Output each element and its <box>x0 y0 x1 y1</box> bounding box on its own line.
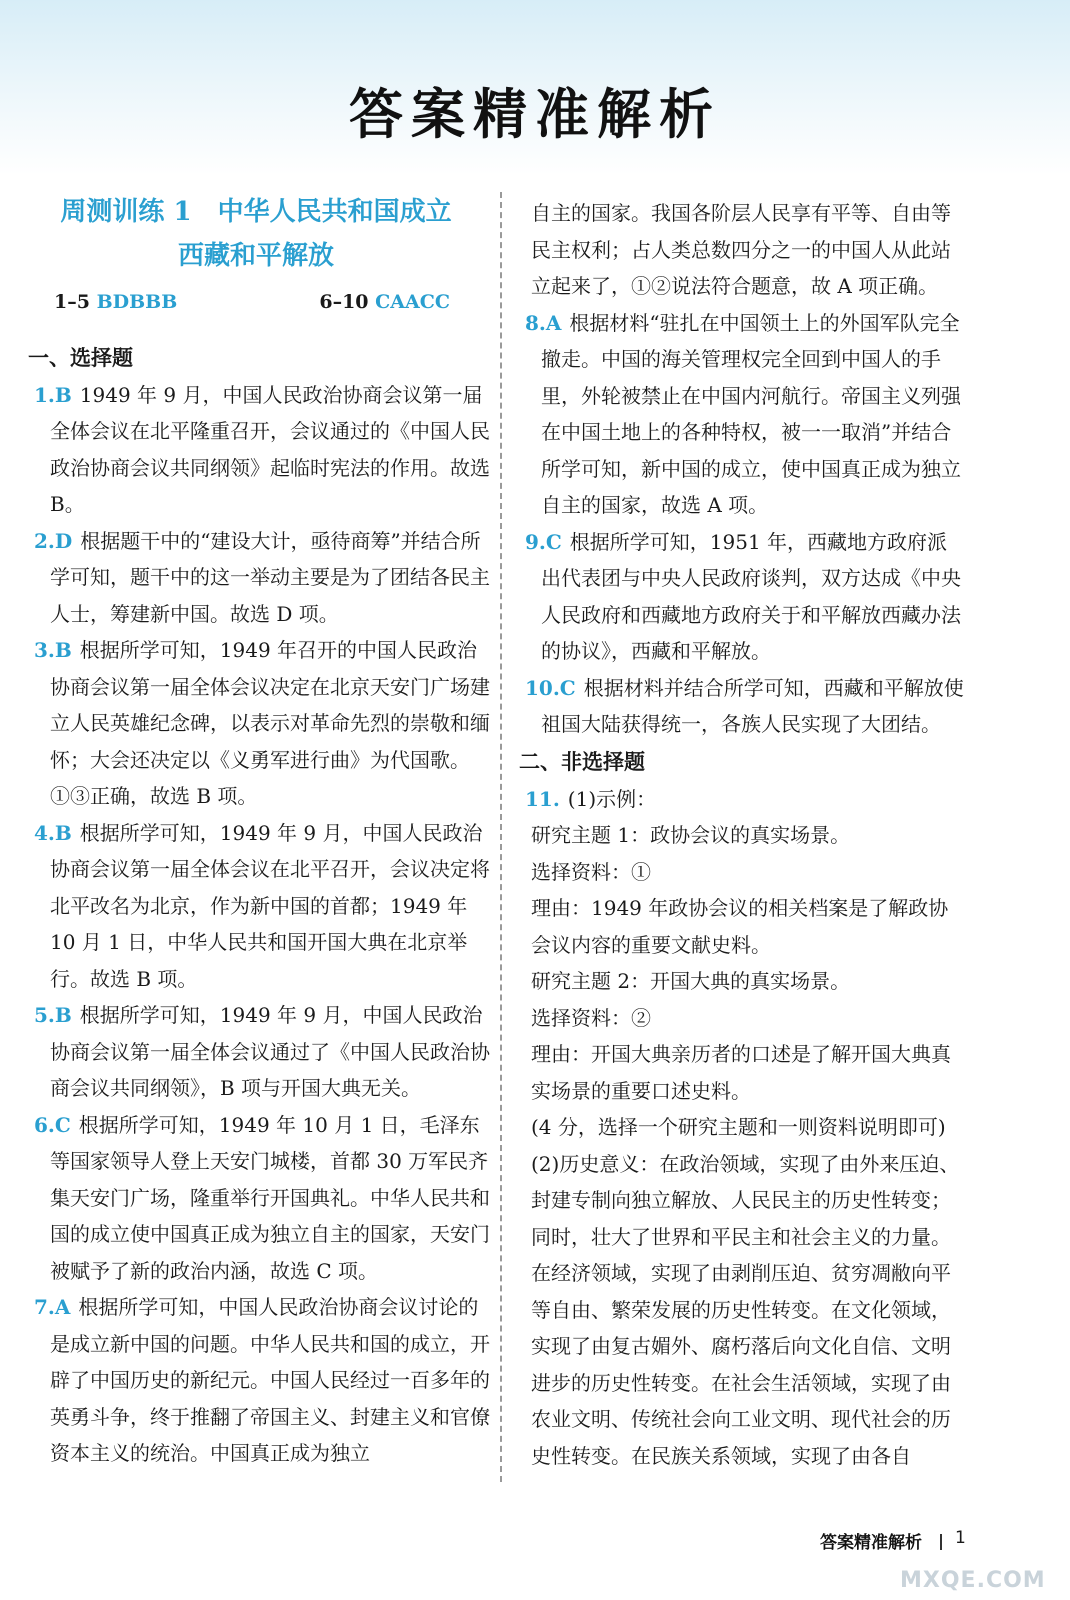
item-number: 10.C <box>525 675 576 700</box>
answer-item-5 <box>22 997 490 1107</box>
q11-intro <box>513 781 965 818</box>
item-number: 6.C <box>34 1112 71 1137</box>
item-number: 5.B <box>34 1003 72 1027</box>
q11-select2: 选择资料：② <box>531 1005 651 1030</box>
left-column <box>22 190 490 1472</box>
answer-item-10 <box>513 670 965 743</box>
answer-item-8 <box>513 305 965 524</box>
item-text: 根据所学可知，1949 年 9 月，中国人民政治协商会议第一届全体会议在北平召开，会议决定将北平改名为北京，作为新中国的首都；1949 年 10 月 1 日，中华人民共和国开国大典在北京举行。故选 B 项。 <box>50 820 490 991</box>
right-column <box>513 195 965 1474</box>
q11-reason1: 理由：1949 年政协会议的相关档案是了解政协会议内容的重要文献史料。 <box>531 896 949 957</box>
item-text: 根据材料“驻扎在中国领土上的外国军队完全撤走。中国的海关管理权完全回到中国人的手里，外轮被禁止在中国内河航行。帝国主义列强在中国土地上的各种特权，被一一取消”并结合所学可知，新中国的成立，使中国真正成为独立自主的国家，故选 A 项。 <box>541 310 961 517</box>
item-7-continuation: 自主的国家。我国各阶层人民享有平等、自由等民主权利；占人类总数四分之一的中国人从此站立起来了，①②说法符合题意，故 A 项正确。 <box>531 201 951 298</box>
answer-key <box>22 278 490 321</box>
page-number: 1 <box>955 1528 966 1548</box>
watermark: MXQE.COM <box>900 1568 1046 1593</box>
item-number: 1.B <box>34 382 72 407</box>
answer-item-1 <box>22 377 490 523</box>
answer-range-2: 6–10 <box>319 291 369 313</box>
answer-item-9 <box>513 524 965 670</box>
q11-reason2: 理由：开国大典亲历者的口述是了解开国大典真实场景的重要口述史料。 <box>531 1042 951 1103</box>
heading-nonchoice: 二、非选择题 <box>519 749 645 774</box>
item-text: 根据材料并结合所学可知，西藏和平解放使祖国大陆获得统一，各族人民实现了大团结。 <box>541 675 964 736</box>
answer-item-3 <box>22 632 490 815</box>
section-title-line1: 周测训练 1 中华人民共和国成立 <box>60 197 452 227</box>
answer-item-7 <box>22 1289 490 1472</box>
heading-choice: 一、选择题 <box>28 345 133 370</box>
item-text: 1949 年 9 月，中国人民政治协商会议第一届全体会议在北平隆重召开，会议通过的《中国人民政治协商会议共同纲领》起临时宪法的作用。故选 B。 <box>50 382 490 516</box>
footer-label: 答案精准解析 <box>820 1533 922 1553</box>
answer-item-4 <box>22 815 490 998</box>
q11-part2: (2)历史意义：在政治领域，实现了由外来压迫、封建专制向独立解放、人民民主的历史性转变；同时，壮大了世界和平民主和社会主义的力量。在经济领域，实现了由剥削压迫、贫穷凋敝向平等自由、繁荣发展的历史性转变。在文化领域，实现了由复古媚外、腐朽落后向文化自信、文明进步的历史性转变。在社会生活领域，实现了由农业文明、传统社会向工业文明、现代社会的历史性转变。在民族关系领域，实现了由各自 <box>531 1151 960 1468</box>
item-number: 4.B <box>34 820 72 845</box>
item-number: 8.A <box>525 310 562 335</box>
answer-group-2 <box>319 284 450 321</box>
answer-range-1: 1–5 <box>54 291 90 313</box>
answer-item-6 <box>22 1107 490 1290</box>
q11-topic2: 研究主题 2：开国大典的真实场景。 <box>531 969 851 993</box>
item-number: 2.D <box>34 528 73 553</box>
q11-select1: 选择资料：① <box>531 859 651 884</box>
item-text: 根据所学可知，1949 年 9 月，中国人民政治协商会议第一届全体会议通过了《中国人民政治协商会议共同纲领》，B 项与开国大典无关。 <box>50 1003 490 1100</box>
item-text: 根据所学可知，中国人民政治协商会议讨论的是成立新中国的问题。中华人民共和国的成立，开辟了中国历史的新纪元。中国人民经过一百多年的英勇斗争，终于推翻了帝国主义、封建主义和官僚资本主义的统治。中国真正成为独立 <box>50 1295 490 1465</box>
q11-topic1: 研究主题 1：政协会议的真实场景。 <box>531 823 851 847</box>
section-title-line2: 西藏和平解放 <box>177 241 334 271</box>
column-divider <box>500 192 502 1482</box>
answer-item-2 <box>22 523 490 633</box>
q11-intro-text: (1)示例： <box>567 786 657 811</box>
item-text: 根据所学可知，1949 年 10 月 1 日，毛泽东等国家领导人登上天安门城楼，首都 30 万军民齐集天安门广场，隆重举行开国典礼。中华人民共和国的成立使中国真正成为独立自主的国家，天安门被赋予了新的政治内涵，故选 C 项。 <box>50 1112 490 1283</box>
answer-letters-1: BDBBB <box>96 291 178 313</box>
item-text: 根据题干中的“建设大计，亟待商筹”并结合所学可知，题干中的这一举动主要是为了团结各民主人士，筹建新中国。故选 D 项。 <box>50 528 490 626</box>
q11-score-note: (4 分，选择一个研究主题和一则资料说明即可) <box>531 1115 946 1139</box>
answer-group-1 <box>54 284 177 321</box>
item-text: 根据所学可知，1949 年召开的中国人民政治协商会议第一届全体会议决定在北京天安门广场建立人民英雄纪念碑，以表示对革命先烈的崇敬和缅怀；大会还决定以《义勇军进行曲》为代国歌。①③正确，故选 B 项。 <box>50 638 490 808</box>
footer-separator <box>940 1534 942 1550</box>
answer-letters-2: CAACC <box>375 291 450 313</box>
item-number: 11. <box>525 786 560 811</box>
item-number: 9.C <box>525 529 562 554</box>
item-text: 根据所学可知，1951 年，西藏地方政府派出代表团与中央人民政府谈判，双方达成《中央人民政府和西藏地方政府关于和平解放西藏办法的协议》，西藏和平解放。 <box>541 529 961 663</box>
page-title: 答案精准解析 <box>349 83 721 146</box>
item-number: 7.A <box>34 1295 71 1319</box>
item-number: 3.B <box>34 638 72 662</box>
